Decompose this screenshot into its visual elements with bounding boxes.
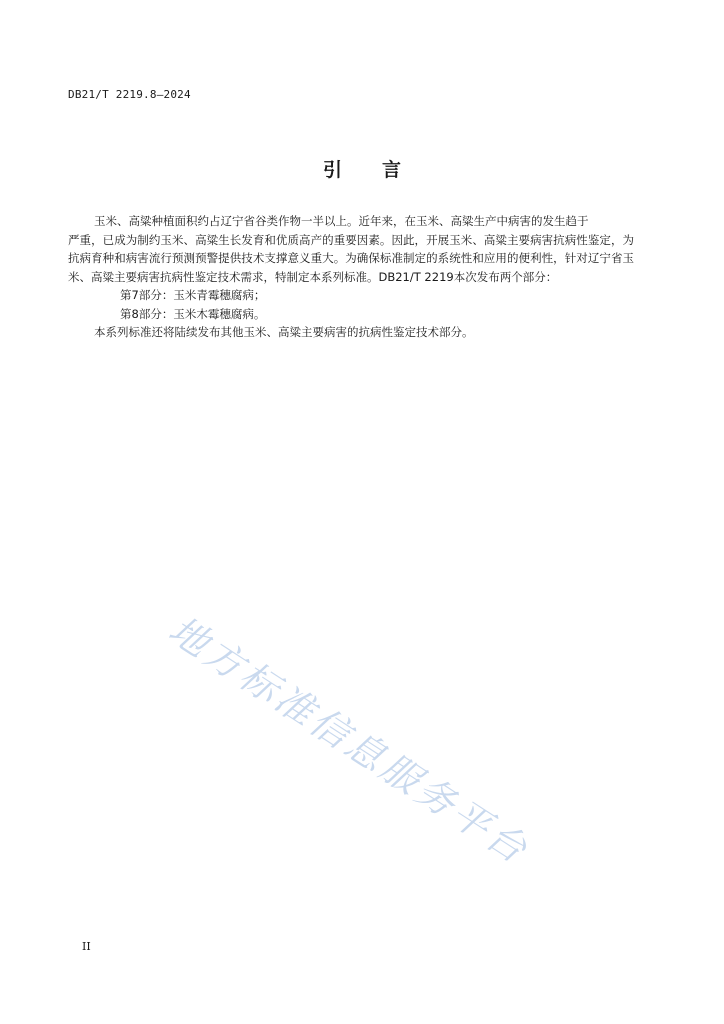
list-item-part-7: 第7部分：玉米青霉穗腐病； — [120, 288, 266, 302]
intro-paragraph-1-line-1: 玉米、高粱种植面积约占辽宁省谷类作物一半以上。近年来，在玉米、高粱生产中病害的发生趋于 — [94, 214, 589, 228]
standard-code: DB21/T 2219.8—2024 — [68, 88, 191, 101]
title-char-2: 言 — [382, 159, 402, 181]
watermark: 地方标准信息服务平台 — [161, 607, 538, 874]
intro-paragraph-1-continued: 严重，已成为制约玉米、高粱生长发育和优质高产的重要因素。因此，开展玉米、高粱主要病害抗病性鉴定，为抗病育种和病害流行预测预警提供技术支撑意义重大。为确保标准制定的系统性和应用的便利性，针对辽宁省玉米、高粱主要病害抗病性鉴定技术需求，特制定本系列标准。DB21/T 2219本次发布两个部分： — [68, 232, 634, 284]
list-item-part-8: 第8部分：玉米木霉穗腐病。 — [120, 306, 266, 321]
title-char-1: 引 — [322, 159, 342, 181]
introduction-body — [68, 212, 634, 342]
intro-paragraph-2: 本系列标准还将陆续发布其他玉米、高粱主要病害的抗病性鉴定技术部分。 — [94, 325, 474, 339]
page-title — [0, 155, 724, 182]
page-number: II — [82, 940, 91, 953]
